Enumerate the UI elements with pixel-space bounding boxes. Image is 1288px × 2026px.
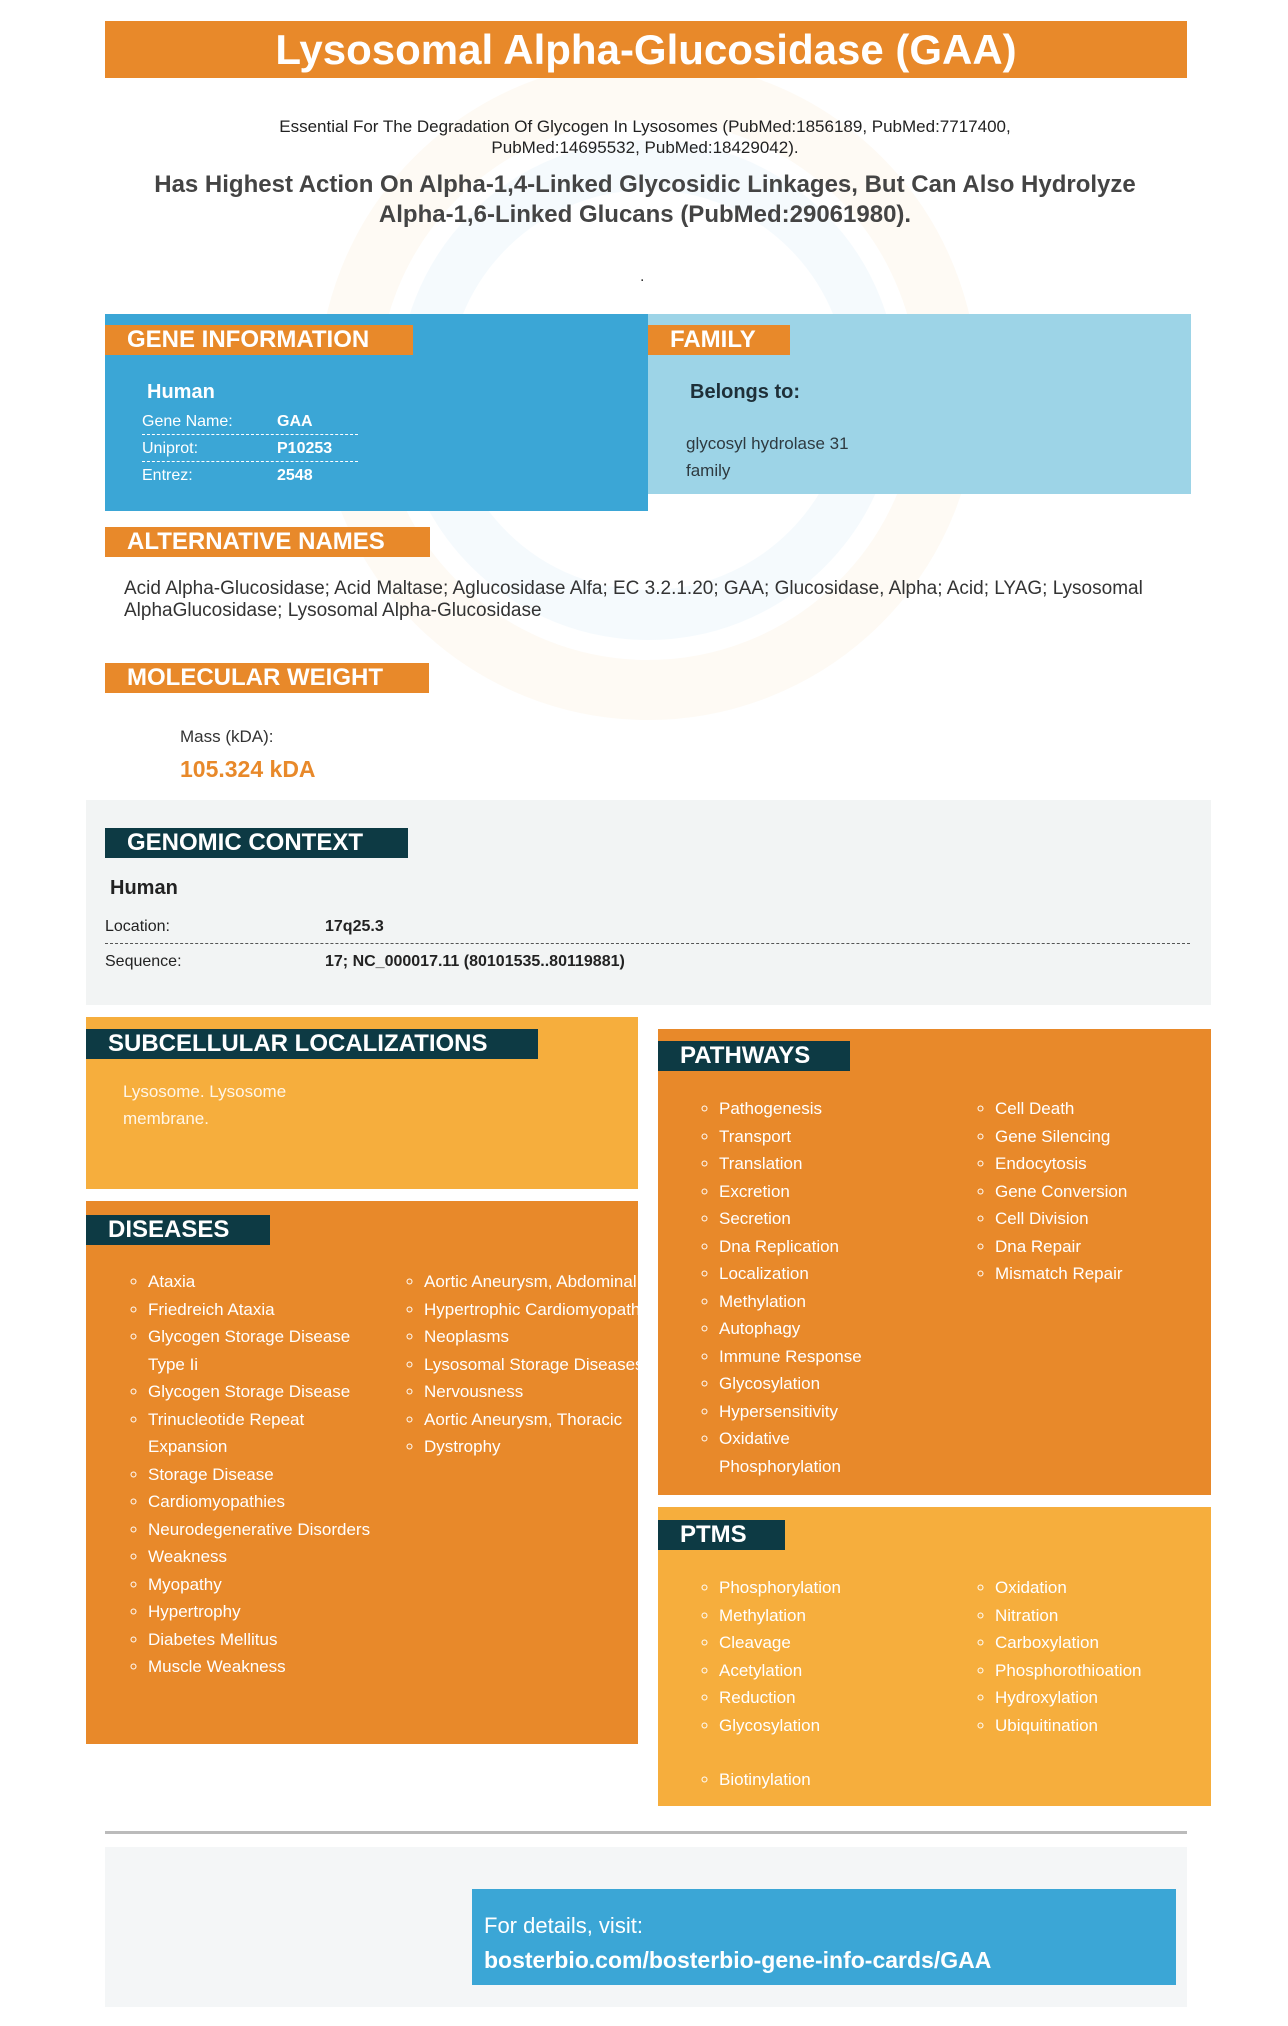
pathway-item: ◦ Cell Division bbox=[995, 1205, 1225, 1233]
gene-row-key: Gene Name: bbox=[142, 413, 233, 430]
pathway-item: ◦ Excretion bbox=[719, 1178, 969, 1206]
molecular-weight-heading: MOLECULAR WEIGHT bbox=[105, 663, 429, 693]
pathway-item: ◦ Dna Repair bbox=[995, 1233, 1225, 1261]
page-title: Lysosomal Alpha-Glucosidase (GAA) bbox=[105, 21, 1187, 78]
disease-item: ◦ Dystrophy bbox=[424, 1433, 649, 1461]
ptms-heading: PTMS bbox=[658, 1520, 785, 1550]
function-highlight: Has Highest Action On Alpha-1,4-Linked Glycosidic Linkages, But Can Also Hydrolyze Alpha-1,6-Linked Glucans (PubMed:29061980). bbox=[154, 171, 1136, 228]
footer-divider bbox=[105, 1831, 1187, 1834]
pathway-item: ◦ Pathogenesis bbox=[719, 1095, 969, 1123]
disease-item: ◦ Friedreich Ataxia bbox=[148, 1296, 378, 1324]
disease-item: ◦ Hypertrophic Cardiomyopathy bbox=[424, 1296, 649, 1324]
genomic-row-sequence bbox=[105, 945, 1190, 979]
pathway-item: ◦ Mismatch Repair bbox=[995, 1260, 1225, 1288]
gene-row-uniprot bbox=[142, 435, 358, 462]
pathway-item: ◦ Gene Conversion bbox=[995, 1178, 1225, 1206]
gene-species: Human bbox=[147, 381, 215, 403]
genomic-row-key: Location: bbox=[105, 918, 170, 935]
pathway-item: ◦ Endocytosis bbox=[995, 1150, 1225, 1178]
pathways-heading: PATHWAYS bbox=[658, 1041, 850, 1071]
ptm-item: ◦ Acetylation bbox=[719, 1657, 969, 1685]
disease-item: ◦ Lysosomal Storage Diseases bbox=[424, 1351, 649, 1379]
genomic-row-location bbox=[105, 910, 1190, 944]
disease-item: ◦ Weakness bbox=[148, 1543, 378, 1571]
disease-item: ◦ Storage Disease bbox=[148, 1461, 378, 1489]
genomic-row-value: 17; NC_000017.11 (80101535..80119881) bbox=[325, 953, 625, 970]
ptm-item: ◦ Reduction bbox=[719, 1684, 969, 1712]
pathway-item: ◦ Hypersensitivity bbox=[719, 1398, 969, 1426]
ptm-item: ◦ Glycosylation bbox=[719, 1712, 969, 1740]
gene-row-entrez bbox=[142, 462, 358, 489]
disease-item: ◦ Cardiomyopathies bbox=[148, 1488, 378, 1516]
disease-item: ◦ Myopathy bbox=[148, 1571, 378, 1599]
disease-item: ◦ Hypertrophy bbox=[148, 1598, 378, 1626]
pathway-item: ◦ Oxidative Phosphorylation bbox=[719, 1425, 869, 1480]
pathway-item: ◦ Glycosylation bbox=[719, 1370, 969, 1398]
alternative-names-heading: ALTERNATIVE NAMES bbox=[105, 527, 430, 557]
disease-item: ◦ Aortic Aneurysm, Abdominal bbox=[424, 1268, 649, 1296]
family-belongs-label: Belongs to: bbox=[690, 381, 800, 403]
disease-item: ◦ Trinucleotide Repeat Expansion bbox=[148, 1406, 378, 1461]
pathway-item: ◦ Transport bbox=[719, 1123, 969, 1151]
ptms-list-col1 bbox=[692, 1574, 969, 1739]
ptms-list-extra bbox=[692, 1766, 969, 1794]
ptm-item: ◦ Phosphorothioation bbox=[995, 1657, 1225, 1685]
family-heading: FAMILY bbox=[648, 325, 790, 355]
pathway-item: ◦ Immune Response bbox=[719, 1343, 969, 1371]
diseases-list-col1 bbox=[121, 1268, 378, 1681]
genomic-row-key: Sequence: bbox=[105, 953, 182, 970]
pathway-item: ◦ Secretion bbox=[719, 1205, 969, 1233]
disease-item: ◦ Aortic Aneurysm, Thoracic bbox=[424, 1406, 649, 1434]
disease-item: ◦ Ataxia bbox=[148, 1268, 378, 1296]
alternative-names-text: Acid Alpha-Glucosidase; Acid Maltase; Aglucosidase Alfa; EC 3.2.1.20; GAA; Glucosidase, Alpha; Acid; LYAG; Lysosomal AlphaGlucosidase; Lysosomal Alpha-Glucosidase bbox=[124, 578, 1143, 621]
gene-row-key: Entrez: bbox=[142, 467, 193, 484]
disease-item: ◦ Neurodegenerative Disorders bbox=[148, 1516, 378, 1544]
gene-row-value: GAA bbox=[277, 413, 313, 430]
gene-row-value: 2548 bbox=[277, 467, 313, 484]
pathway-item: ◦ Translation bbox=[719, 1150, 969, 1178]
separator-dot: . bbox=[640, 268, 645, 285]
details-url-link[interactable]: bosterbio.com/bosterbio-gene-info-cards/GAA bbox=[484, 1947, 992, 1973]
ptm-item: ◦ Phosphorylation bbox=[719, 1574, 969, 1602]
pathway-item: ◦ Dna Replication bbox=[719, 1233, 969, 1261]
ptm-item: ◦ Cleavage bbox=[719, 1629, 969, 1657]
diseases-list-col2 bbox=[397, 1268, 649, 1461]
disease-item: ◦ Neoplasms bbox=[424, 1323, 649, 1351]
gene-information-heading: GENE INFORMATION bbox=[105, 325, 413, 355]
ptm-item: ◦ Methylation bbox=[719, 1602, 969, 1630]
ptm-item: ◦ Oxidation bbox=[995, 1574, 1225, 1602]
ptm-item: ◦ Ubiquitination bbox=[995, 1712, 1225, 1740]
gene-row-name bbox=[142, 408, 358, 435]
genomic-species: Human bbox=[110, 877, 178, 899]
pathway-item: ◦ Autophagy bbox=[719, 1315, 969, 1343]
pathway-item: ◦ Localization bbox=[719, 1260, 969, 1288]
details-link-box[interactable] bbox=[472, 1889, 1176, 1985]
subcellular-heading: SUBCELLULAR LOCALIZATIONS bbox=[86, 1029, 538, 1059]
disease-item: ◦ Glycogen Storage Disease Type Ii bbox=[148, 1323, 378, 1378]
pathway-item: ◦ Cell Death bbox=[995, 1095, 1225, 1123]
ptm-item: ◦ Biotinylation bbox=[719, 1766, 969, 1794]
function-summary: Essential For The Degradation Of Glycogen In Lysosomes (PubMed:1856189, PubMed:7717400, PubMed:14695532, PubMed:18429042). bbox=[279, 117, 1011, 157]
disease-item: ◦ Glycogen Storage Disease bbox=[148, 1378, 378, 1406]
genomic-row-value: 17q25.3 bbox=[325, 918, 384, 935]
ptms-list-col2 bbox=[968, 1574, 1225, 1739]
ptm-item: ◦ Nitration bbox=[995, 1602, 1225, 1630]
disease-item: ◦ Nervousness bbox=[424, 1378, 649, 1406]
family-text: glycosyl hydrolase 31 family bbox=[686, 434, 849, 480]
disease-item: ◦ Muscle Weakness bbox=[148, 1653, 378, 1681]
disease-item: ◦ Diabetes Mellitus bbox=[148, 1626, 378, 1654]
pathways-list-col2 bbox=[968, 1095, 1225, 1288]
genomic-context-heading: GENOMIC CONTEXT bbox=[105, 828, 408, 858]
details-label: For details, visit: bbox=[484, 1913, 643, 1938]
subcellular-text: Lysosome. Lysosome membrane. bbox=[123, 1082, 287, 1128]
pathways-list-col1 bbox=[692, 1095, 969, 1480]
pathway-item: ◦ Methylation bbox=[719, 1288, 969, 1316]
mass-label: Mass (kDA): bbox=[180, 727, 274, 746]
gene-row-value: P10253 bbox=[277, 440, 333, 457]
pathway-item: ◦ Gene Silencing bbox=[995, 1123, 1225, 1151]
gene-row-key: Uniprot: bbox=[142, 440, 199, 457]
ptm-item: ◦ Hydroxylation bbox=[995, 1684, 1225, 1712]
diseases-heading: DISEASES bbox=[86, 1215, 270, 1245]
mass-value: 105.324 kDA bbox=[180, 756, 316, 782]
ptm-item: ◦ Carboxylation bbox=[995, 1629, 1225, 1657]
